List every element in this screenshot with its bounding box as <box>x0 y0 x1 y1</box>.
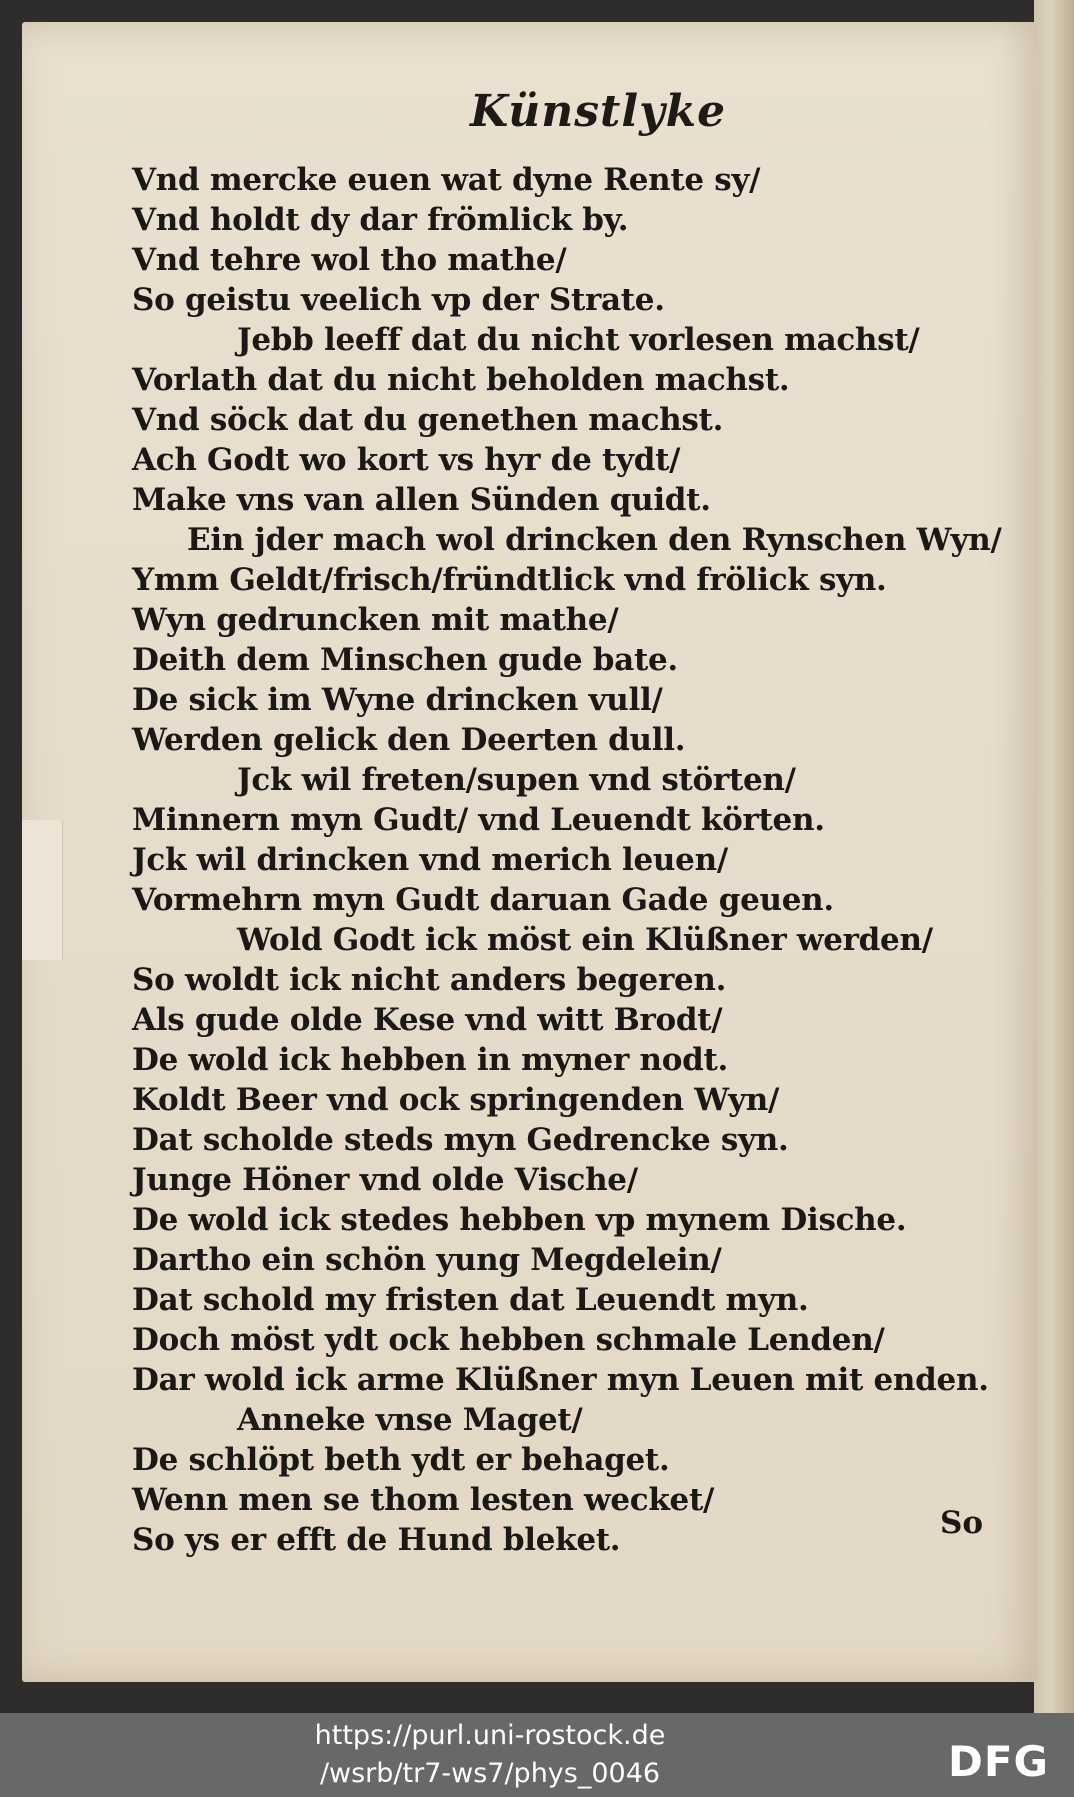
text-line: Anneke vnse Maget/ <box>237 1402 583 1438</box>
text-block <box>132 160 1012 1560</box>
text-line: Make vns van allen Sünden quidt. <box>132 482 711 518</box>
text-line: De schlöpt beth ydt er behaget. <box>132 1442 670 1478</box>
permalink-line-1[interactable]: https://purl.uni-rostock.de <box>314 1720 666 1751</box>
text-line: Jebb leeff dat du nicht vorlesen machst/ <box>237 322 920 358</box>
text-line: Jck wil drincken vnd merich leuen/ <box>132 842 728 878</box>
text-line: Koldt Beer vnd ock springenden Wyn/ <box>132 1082 780 1118</box>
text-line: Ymm Geldt/frisch/fründtlick vnd frölick syn. <box>132 562 887 598</box>
text-line: Jck wil freten/supen vnd störten/ <box>237 762 796 798</box>
text-line: De wold ick stedes hebben vp mynem Dische. <box>132 1202 907 1238</box>
text-line: Vnd söck dat du genethen machst. <box>132 402 724 438</box>
text-line: Ach Godt wo kort vs hyr de tydt/ <box>132 442 681 478</box>
text-line: Als gude olde Kese vnd witt Brodt/ <box>132 1002 723 1038</box>
permalink-line-2[interactable]: /wsrb/tr7-ws7/phys_0046 <box>319 1758 661 1789</box>
text-line: Dat schold my fristen dat Leuendt myn. <box>132 1282 809 1318</box>
text-line: De wold ick hebben in myner nodt. <box>132 1042 729 1078</box>
text-line: Werden gelick den Deerten dull. <box>132 722 686 758</box>
running-header: Künstlyke <box>470 86 727 137</box>
text-line: Junge Höner vnd olde Vische/ <box>132 1162 638 1198</box>
text-line: Wold Godt ick möst ein Klüßner werden/ <box>237 922 933 958</box>
page-flap <box>22 820 63 960</box>
permalink[interactable] <box>290 1717 690 1793</box>
text-line: Vormehrn myn Gudt daruan Gade geuen. <box>132 882 834 918</box>
catchword: So <box>940 1505 984 1541</box>
text-line: Vnd tehre wol tho mathe/ <box>132 242 567 278</box>
text-line: Minnern myn Gudt/ vnd Leuendt körten. <box>132 802 825 838</box>
text-line: Dat scholde steds myn Gedrencke syn. <box>132 1122 789 1158</box>
text-line: Doch möst ydt ock hebben schmale Lenden/ <box>132 1322 885 1358</box>
text-line: Vnd mercke euen wat dyne Rente sy/ <box>132 162 761 198</box>
text-line: De sick im Wyne drincken vull/ <box>132 682 663 718</box>
text-line: So geistu veelich vp der Strate. <box>132 282 665 318</box>
page-edge <box>1034 0 1074 1713</box>
text-line: Vnd holdt dy dar frömlick by. <box>132 202 629 238</box>
text-line: So ys er efft de Hund bleket. <box>132 1522 621 1558</box>
dfg-logo: DFG <box>948 1737 1050 1786</box>
text-line: Wyn gedruncken mit mathe/ <box>132 602 619 638</box>
text-line: Ein jder mach wol drincken den Rynschen Wyn/ <box>187 522 1002 558</box>
text-line: Vorlath dat du nicht beholden machst. <box>132 362 790 398</box>
text-line: So woldt ick nicht anders begeren. <box>132 962 727 998</box>
text-line: Dar wold ick arme Klüßner myn Leuen mit enden. <box>132 1362 989 1398</box>
text-line: Wenn men se thom lesten wecket/ <box>132 1482 714 1518</box>
text-line: Deith dem Minschen gude bate. <box>132 642 678 678</box>
text-line: Dartho ein schön yung Megdelein/ <box>132 1242 722 1278</box>
footer-bar <box>0 1713 1074 1797</box>
